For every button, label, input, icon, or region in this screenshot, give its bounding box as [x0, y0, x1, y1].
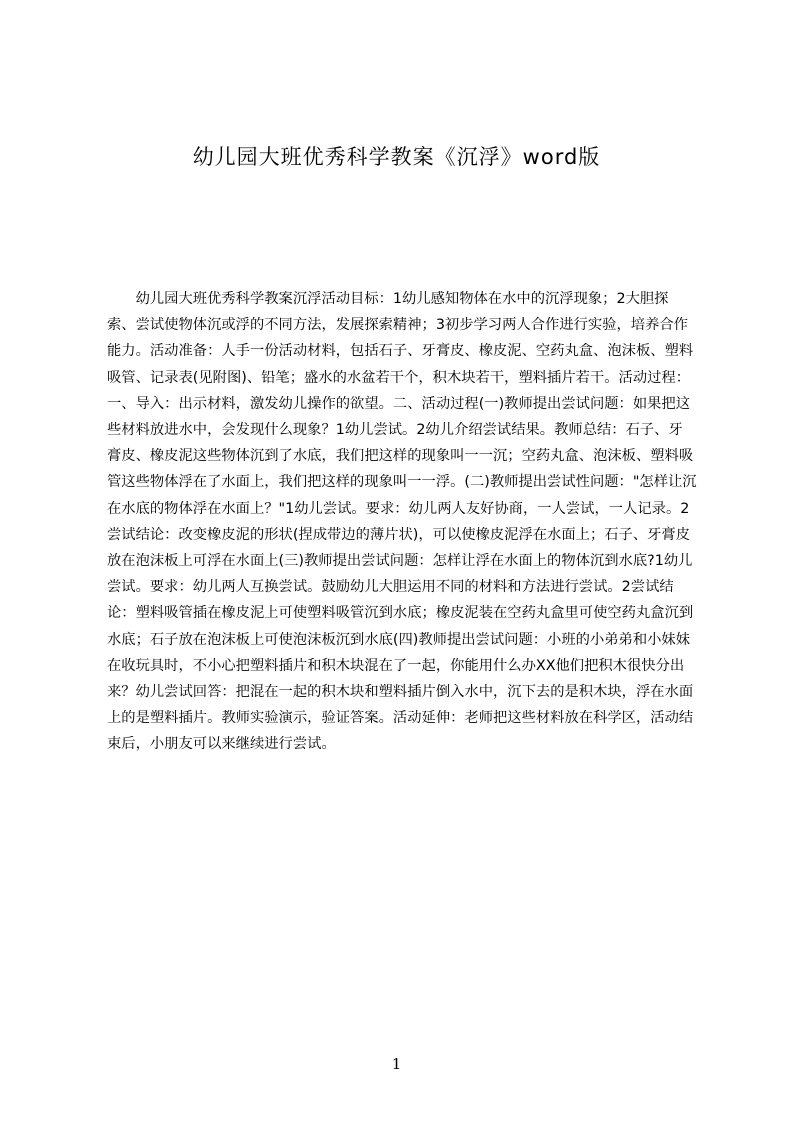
document-body-paragraph: 幼儿园大班优秀科学教案沉浮活动目标：1幼儿感知物体在水中的沉浮现象；2大胆探索、尝试使物体沉或浮的不同方法，发展探索精神；3初步学习两人合作进行实验，培养合作能力。活动准备：人手一份活动材料，包括石子、牙膏皮、橡皮泥、空药丸盒、泡沫板、塑料吸管、记录表(见附图)、铅笔；盛水的水盆若干个，积木块若干，塑料插片若干。活动过程：一、导入：出示材料，激发幼儿操作的欲望。二、活动过程(一)教师提出尝试问题：如果把这些材料放进水中，会发现什么现象？1幼儿尝试。2幼儿介绍尝试结果。教师总结：石子、牙膏皮、橡皮泥这些物体沉到了水底，我们把这样的现象叫一一沉；空药丸盒、泡沫板、塑料吸管这些物体浮在了水面上，我们把这样的现象叫一一浮。(二)教师提出尝试性问题："怎样让沉在水底的物体浮在水面上？"1幼儿尝试。要求：幼儿两人友好协商，一人尝试，一人记录。2尝试结论：改变橡皮泥的形状(捏成带边的薄片状)，可以使橡皮泥浮在水面上；石子、牙膏皮放在泡沫板上可浮在水面上(三)教师提出尝试问题：怎样让浮在水面上的物体沉到水底?1幼儿尝试。要求：幼儿两人互换尝试。鼓励幼儿大胆运用不同的材料和方法进行尝试。2尝试结论：塑料吸管插在橡皮泥上可使塑料吸管沉到水底；橡皮泥装在空药丸盒里可使空药丸盒沉到水底；石子放在泡沫板上可使泡沫板沉到水底(四)教师提出尝试问题：小班的小弟弟和小妹妹在收玩具时，不小心把塑料插片和积木块混在了一起，你能用什么办XX他们把积木很快分出来？幼儿尝试回答：把混在一起的积木块和塑料插片倒入水中，沉下去的是积木块，浮在水面上的是塑料插片。教师实验演示，验证答案。活动延伸：老师把这些材料放在科学区，活动结束后，小朋友可以来继续进行尝试。: [107, 291, 697, 753]
document-title: 幼儿园大班优秀科学教案《沉浮》word版: [192, 145, 601, 169]
page-number: 1: [391, 1055, 402, 1073]
